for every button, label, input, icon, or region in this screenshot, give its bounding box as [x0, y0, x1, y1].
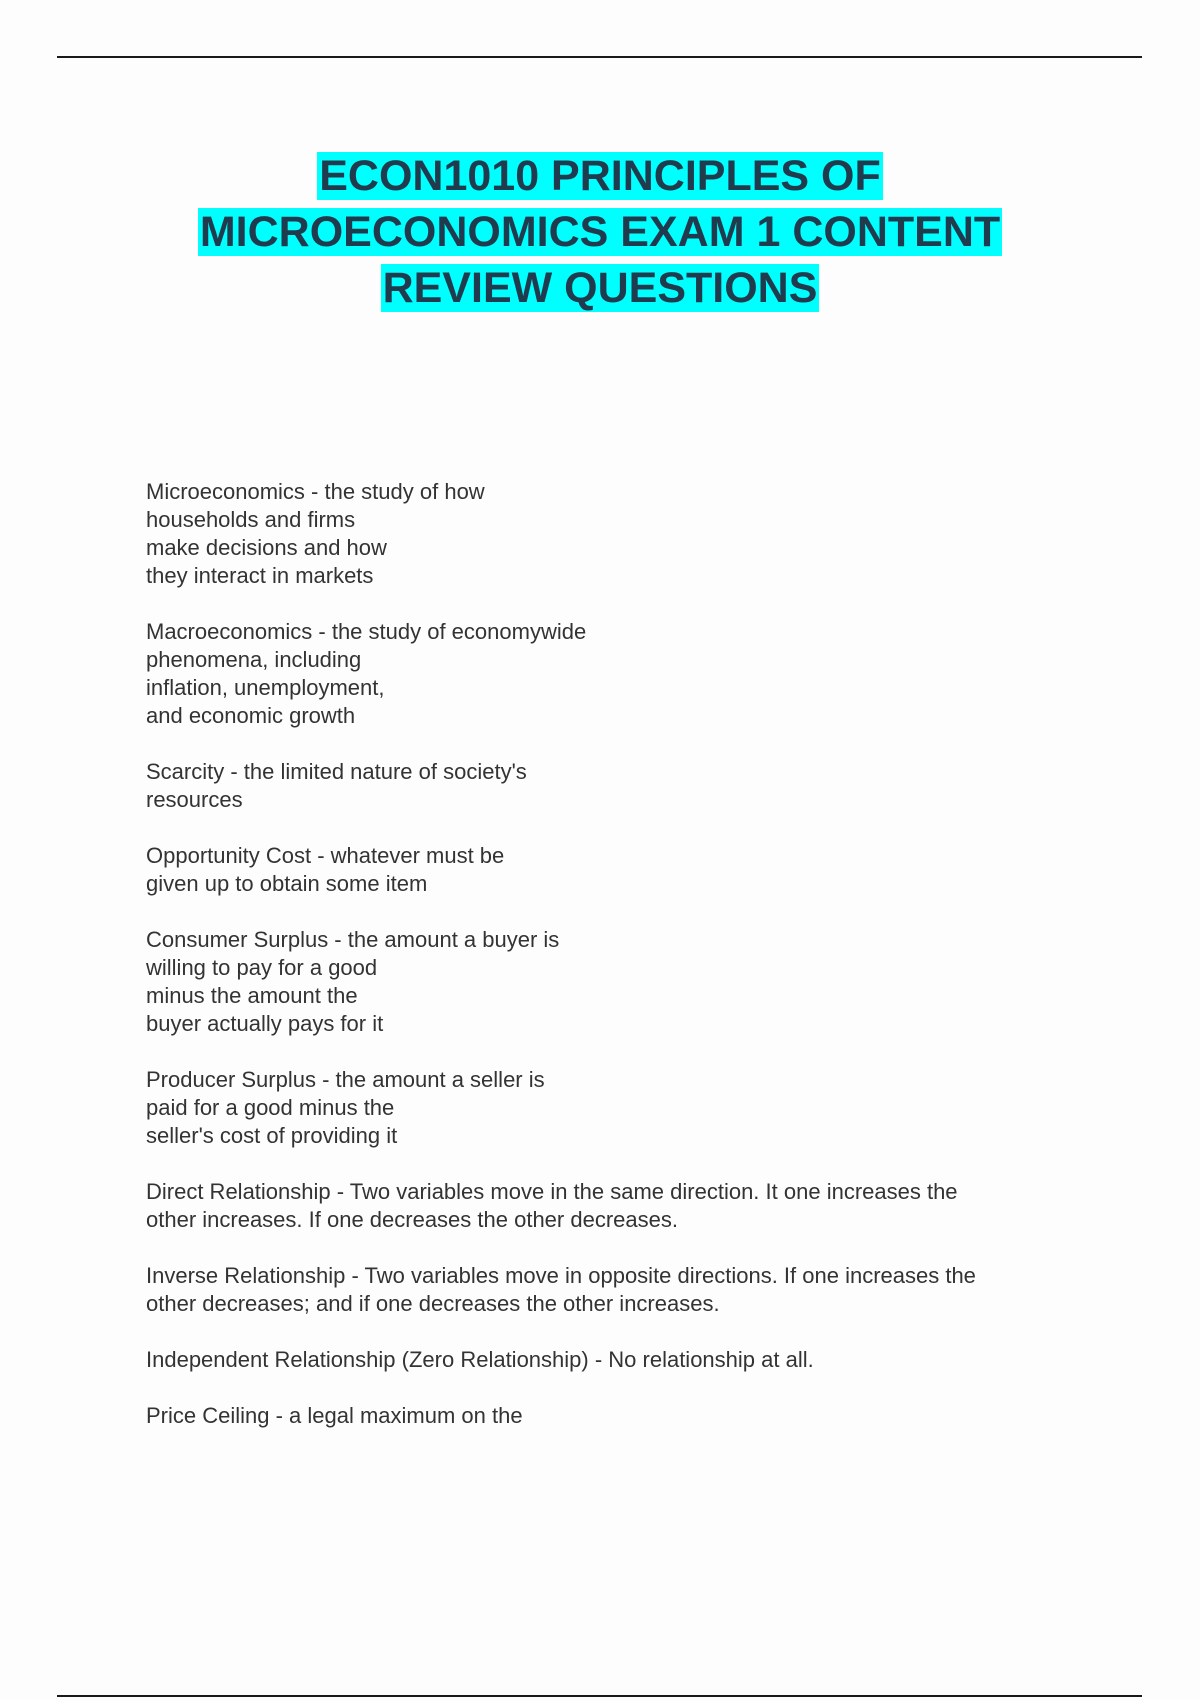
entry-line: Scarcity - the limited nature of society's: [146, 759, 527, 784]
entry-line: Independent Relationship (Zero Relationship) - No relationship at all.: [146, 1347, 814, 1372]
entry-microeconomics: [146, 478, 1086, 590]
entry-line: buyer actually pays for it: [146, 1011, 384, 1036]
entry-line: Producer Surplus - the amount a seller is: [146, 1067, 545, 1092]
entry-line: resources: [146, 787, 243, 812]
entry-line: and economic growth: [146, 703, 356, 728]
entry-line: other decreases; and if one decreases the other increases.: [146, 1291, 720, 1316]
entry-producer-surplus: [146, 1066, 1086, 1150]
entry-line: they interact in markets: [146, 563, 374, 588]
bottom-rule: [57, 1695, 1142, 1697]
entry-line: paid for a good minus the: [146, 1095, 395, 1120]
title-highlight: ECON1010 PRINCIPLES OF: [319, 152, 881, 200]
entry-independent-relationship: [146, 1346, 1086, 1374]
entry-line: minus the amount the: [146, 983, 358, 1008]
entry-line: willing to pay for a good: [146, 955, 378, 980]
entry-line: Macroeconomics - the study of economywide: [146, 619, 587, 644]
entry-line: households and firms: [146, 507, 356, 532]
entry-line: Microeconomics - the study of how: [146, 479, 485, 504]
page-title: [0, 148, 1200, 316]
entry-consumer-surplus: [146, 926, 1086, 1038]
entry-macroeconomics: [146, 618, 1086, 730]
title-line: [0, 204, 1200, 260]
entry-opportunity-cost: [146, 842, 1086, 898]
title-highlight: MICROECONOMICS EXAM 1 CONTENT: [199, 208, 1001, 256]
entry-line: phenomena, including: [146, 647, 362, 672]
entry-line: Opportunity Cost - whatever must be: [146, 843, 505, 868]
top-rule: [57, 56, 1142, 58]
entry-price-ceiling: [146, 1402, 1086, 1430]
entry-line: Consumer Surplus - the amount a buyer is: [146, 927, 560, 952]
entry-line: inflation, unemployment,: [146, 675, 385, 700]
entry-inverse-relationship: [146, 1262, 1086, 1318]
entry-line: Direct Relationship - Two variables move in the same direction. It one increases the: [146, 1179, 958, 1204]
entry-direct-relationship: [146, 1178, 1086, 1234]
title-highlight: REVIEW QUESTIONS: [382, 264, 818, 312]
entry-line: Inverse Relationship - Two variables move in opposite directions. If one increases the: [146, 1263, 976, 1288]
entry-scarcity: [146, 758, 1086, 814]
entry-line: seller's cost of providing it: [146, 1123, 398, 1148]
entry-line: Price Ceiling - a legal maximum on the: [146, 1403, 523, 1428]
title-line: [0, 148, 1200, 204]
entry-line: make decisions and how: [146, 535, 387, 560]
glossary-entries: [146, 478, 1086, 1458]
title-line: [0, 260, 1200, 316]
entry-line: other increases. If one decreases the other decreases.: [146, 1207, 678, 1232]
entry-line: given up to obtain some item: [146, 871, 428, 896]
